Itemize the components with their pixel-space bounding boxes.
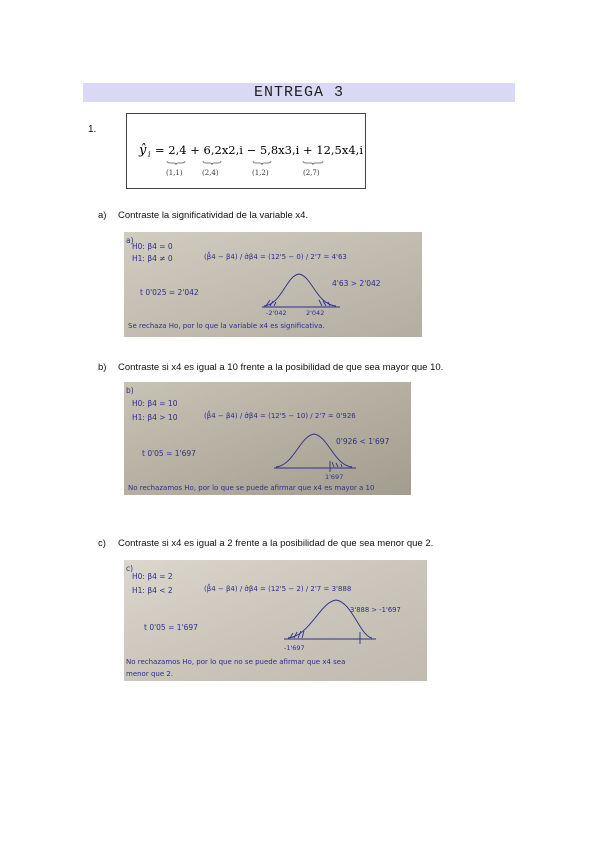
document-title: ENTREGA 3 [253,84,344,101]
c-tick: -1'697 [284,644,305,652]
regression-formula [127,114,365,188]
b-notes-letter: b) [126,386,134,395]
title-bar [83,83,515,102]
part-a-label: a) [98,210,107,221]
part-c-text: Contraste si x4 es igual a 2 frente a la posibilidad de que sea menor que 2. [118,538,434,549]
c-notes-conclusion-2: menor que 2. [126,670,174,678]
formula-terms: = 2,4 + 6,2x2,i − 5,8x3,i + 12,5x4,i [155,143,364,157]
c-notes-h1: H1: β4 < 2 [132,586,173,595]
part-b-text: Contraste si x4 es igual a 10 frente a la posibilidad de que sea mayor que 10. [118,362,444,373]
c-notes-compare: 3'888 > -1'697 [350,606,401,614]
se-x2: (2,4) [202,169,219,177]
a-tick-left: -2'042 [266,309,287,317]
a-notes-h0: H0: β4 = 0 [132,242,173,251]
b-notes-h0: H0: β4 = 10 [132,399,178,408]
regression-formula-box [126,113,366,189]
se-intercept: (1,1) [166,169,183,177]
part-b-label: b) [98,362,107,373]
formula-underbraces [167,161,323,165]
handwritten-photo-c [124,560,427,681]
b-tick: 1'697 [325,473,344,481]
a-notes-compare: 4'63 > 2'042 [332,279,381,288]
se-x3: (1,2) [252,169,269,177]
c-notes-tcrit: t 0'05 = 1'697 [144,623,198,632]
a-notes-letter: a) [126,236,134,245]
b-notes-h1: H1: β4 > 10 [132,413,178,422]
a-notes-stat: (β̂4 − β4) / σ̂β4 = (12'5 − 0) / 2'7 = 4'63 [204,253,347,261]
c-notes-h0: H0: β4 = 2 [132,572,173,581]
handwritten-photo-b [124,382,411,495]
c-notes-letter: c) [126,564,134,573]
part-c-label: c) [98,538,106,549]
a-notes-h1: H1: β4 ≠ 0 [132,254,173,263]
handwritten-photo-a [124,232,422,337]
formula-lhs: ŷ [139,143,147,158]
se-x4: (2,7) [303,169,320,177]
question-number: 1. [88,124,97,135]
a-notes-tcrit: t 0'025 = 2'042 [140,288,199,297]
b-notes-conclusion: No rechazamos Ho, por lo que se puede afirmar que x4 es mayor a 10 [128,484,375,492]
b-notes-tcrit: t 0'05 = 1'697 [142,449,196,458]
part-a-text: Contraste la significatividad de la variable x4. [118,210,309,221]
b-notes-stat: (β̂4 − β4) / σ̂β4 = (12'5 − 10) / 2'7 = 0'926 [204,412,356,420]
c-notes-conclusion-1: No rechazamos Ho, por lo que no se puede afirmar que x4 sea [126,658,346,666]
formula-lhs-sub: i [148,150,151,159]
a-notes-conclusion: Se rechaza Ho, por lo que la variable x4 es significativa. [128,322,325,330]
b-notes-compare: 0'926 < 1'697 [336,437,390,446]
a-tick-right: 2'042 [306,309,325,317]
c-notes-stat: (β̂4 − β4) / σ̂β4 = (12'5 − 2) / 2'7 = 3'888 [204,585,352,593]
